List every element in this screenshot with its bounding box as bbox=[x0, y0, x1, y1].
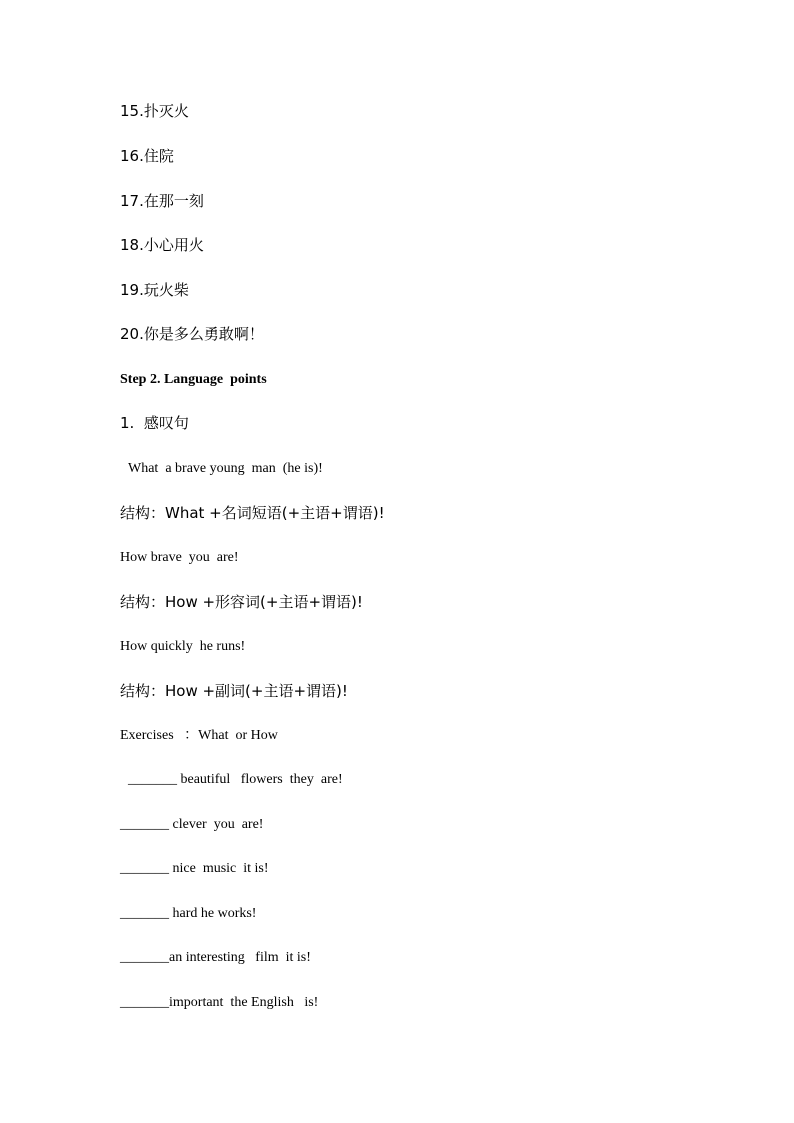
vocab-item-19: 19.玩火柴 bbox=[120, 281, 189, 299]
exercise-item-3: _______ nice music it is! bbox=[120, 861, 269, 876]
example-sentence-2: How brave you are! bbox=[120, 550, 239, 565]
exercise-item-2: _______ clever you are! bbox=[120, 817, 264, 832]
structure-line-2: 结构：How +形容词(+主语+谓语)! bbox=[120, 593, 363, 611]
vocab-item-17: 17.在那一刻 bbox=[120, 192, 204, 210]
example-sentence-3: How quickly he runs! bbox=[120, 639, 246, 654]
exercise-item-4: _______ hard he works! bbox=[120, 906, 257, 921]
vocab-item-20: 20.你是多么勇敢啊！ bbox=[120, 325, 264, 343]
exercises-heading: Exercises ：What or How bbox=[120, 728, 278, 743]
vocab-item-16: 16.住院 bbox=[120, 147, 174, 165]
exercise-item-5: _______an interesting film it is! bbox=[120, 950, 311, 965]
step-heading: Step 2. Language points bbox=[120, 372, 267, 387]
structure-line-3: 结构：How +副词(+主语+谓语)! bbox=[120, 682, 348, 700]
exercise-item-1: _______ beautiful flowers they are! bbox=[128, 772, 343, 787]
vocab-item-15: 15.扑灭火 bbox=[120, 102, 189, 120]
structure-line-1: 结构：What +名词短语(+主语+谓语)! bbox=[120, 504, 385, 522]
vocab-item-18: 18.小心用火 bbox=[120, 236, 204, 254]
example-sentence-1: What a brave young man (he is)! bbox=[128, 461, 323, 476]
exercise-item-6: _______important the English is! bbox=[120, 995, 319, 1010]
point-title: 1. 感叹句 bbox=[120, 414, 189, 432]
